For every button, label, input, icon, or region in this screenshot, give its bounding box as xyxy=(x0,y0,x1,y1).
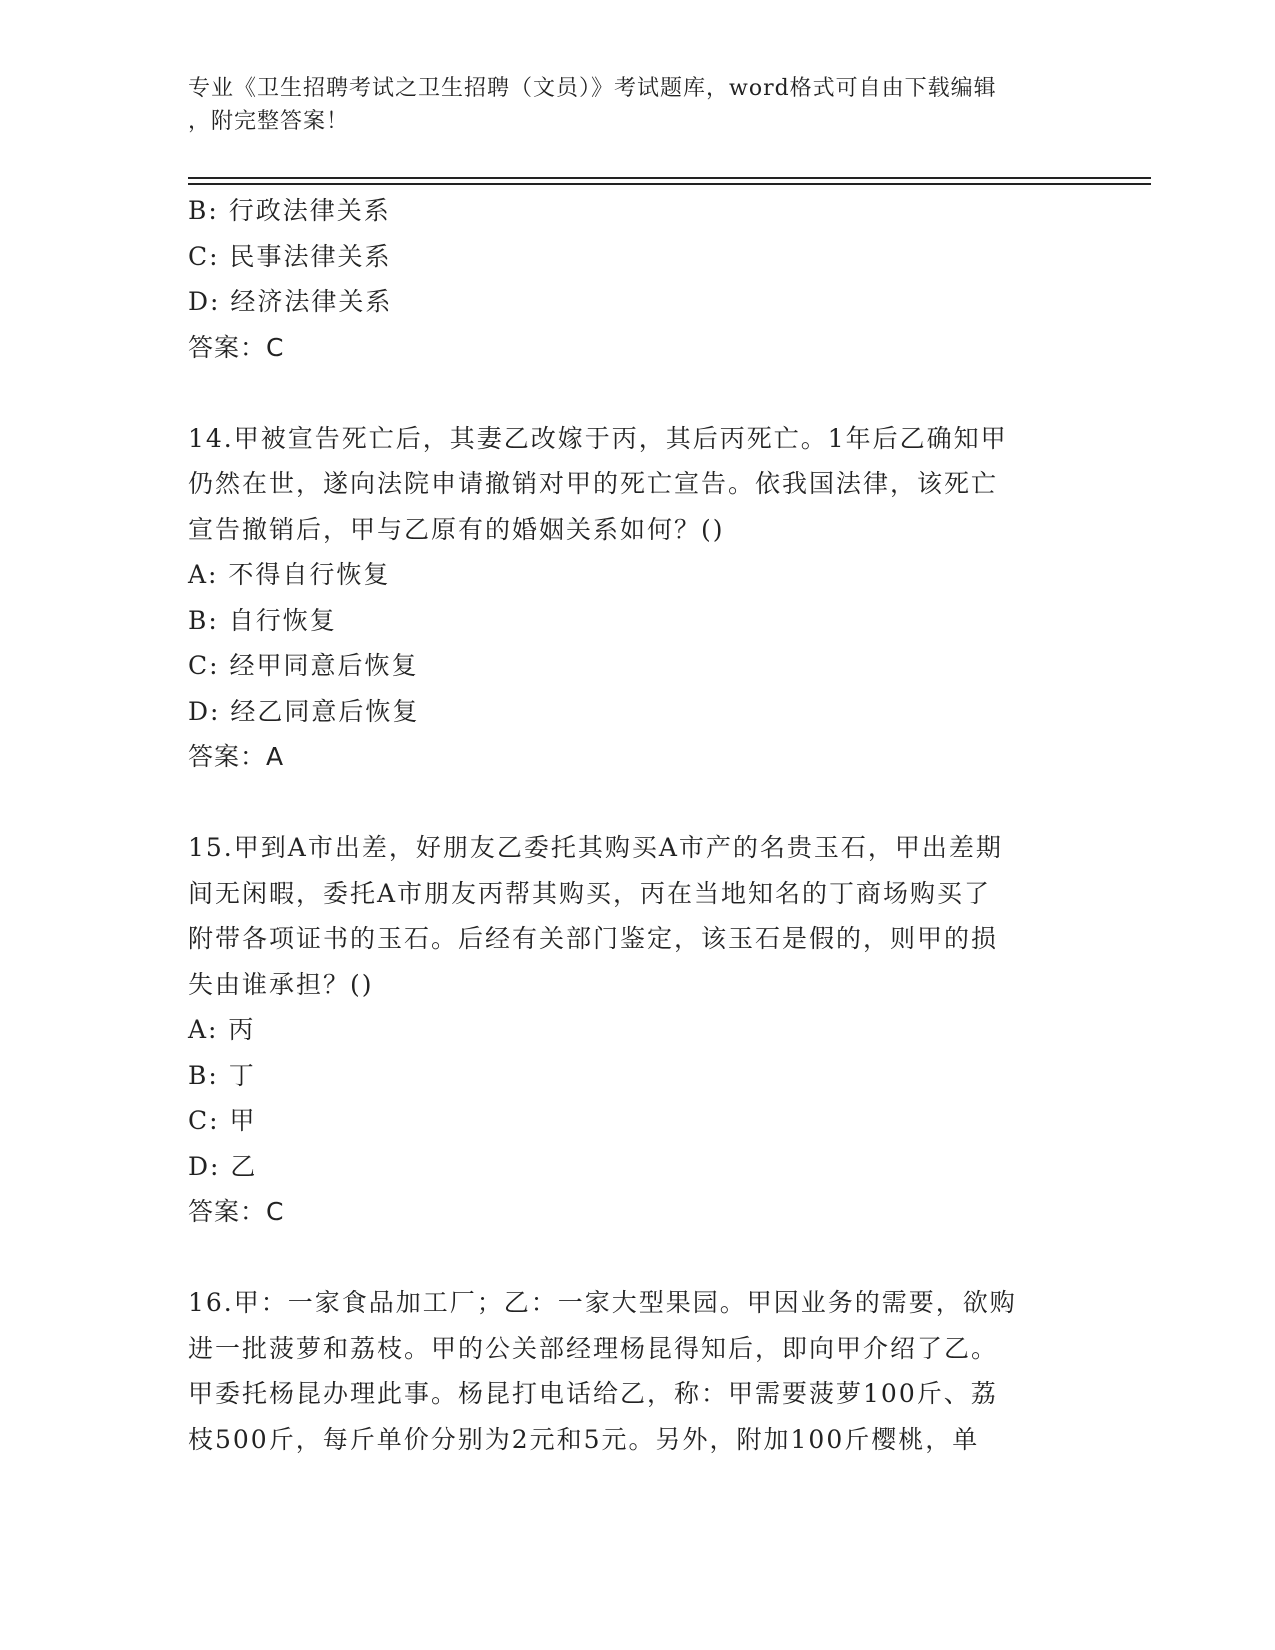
document-header xyxy=(188,72,1068,138)
spacer xyxy=(188,780,1088,826)
option-a: A: 丙 xyxy=(188,1015,256,1044)
option-c: C: 甲 xyxy=(188,1106,257,1135)
question-text-line: 15.甲到A市出差，好朋友乙委托其购买A市产的名贵玉石，甲出差期 xyxy=(188,833,1003,862)
option-a: A: 不得自行恢复 xyxy=(188,560,391,589)
header-title-line-1: 专业《卫生招聘考试之卫生招聘（文员）》考试题库，word格式可自由下载编辑 xyxy=(188,76,997,101)
spacer xyxy=(188,370,1088,416)
answer: 答案：A xyxy=(188,742,285,771)
question-list xyxy=(188,188,1088,1462)
option-b: B: 丁 xyxy=(188,1060,256,1090)
question-15 xyxy=(188,825,1088,1235)
option-c: C: 民事法律关系 xyxy=(188,241,392,271)
question-text-line: 进一批菠萝和荔枝。甲的公关部经理杨昆得知后，即向甲介绍了乙。 xyxy=(188,1333,999,1363)
answer: 答案：C xyxy=(188,332,285,362)
question-text-line: 14.甲被宣告死亡后，其妻乙改嫁于丙，其后丙死亡。1年后乙确知甲 xyxy=(188,423,1008,453)
option-d: D: 经乙同意后恢复 xyxy=(188,696,420,726)
question-text-line: 间无闲暇，委托A市朋友丙帮其购买，丙在当地知名的丁商场购买了 xyxy=(188,878,992,908)
option-c: C: 经甲同意后恢复 xyxy=(188,651,419,680)
question-text-line: 16.甲：一家食品加工厂；乙：一家大型果园。甲因业务的需要，欲购 xyxy=(188,1288,1017,1317)
question-text-line: 枝500斤，每斤单价分别为2元和5元。另外，附加100斤樱桃，单 xyxy=(188,1424,980,1454)
option-b: B: 行政法律关系 xyxy=(188,196,391,225)
option-b: B: 自行恢复 xyxy=(188,605,337,635)
question-text-line: 仍然在世，遂向法院申请撤销对甲的死亡宣告。依我国法律，该死亡 xyxy=(188,469,999,498)
option-d: D: 经济法律关系 xyxy=(188,287,393,316)
question-text-line: 失由谁承担？() xyxy=(188,969,374,999)
question-13-tail xyxy=(188,188,1088,370)
header-title-line-2: ，附完整答案！ xyxy=(188,109,350,134)
question-text-line: 甲委托杨昆办理此事。杨昆打电话给乙，称：甲需要菠萝100斤、荔 xyxy=(188,1379,998,1408)
header-divider-top xyxy=(188,177,1151,179)
question-text-line: 宣告撤销后，甲与乙原有的婚姻关系如何？() xyxy=(188,514,725,544)
option-d: D: 乙 xyxy=(188,1151,258,1181)
question-14 xyxy=(188,416,1088,780)
question-text-line: 附带各项证书的玉石。后经有关部门鉴定，该玉石是假的，则甲的损 xyxy=(188,924,999,953)
spacer xyxy=(188,1235,1088,1281)
question-16 xyxy=(188,1280,1088,1462)
answer: 答案：C xyxy=(188,1197,285,1226)
header-divider-bottom xyxy=(188,183,1151,185)
